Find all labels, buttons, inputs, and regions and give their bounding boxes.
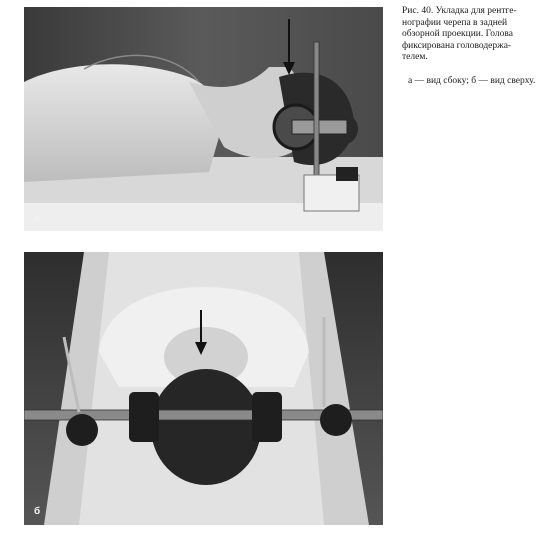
caption-line: фиксирована головодержа- — [402, 40, 512, 51]
caption-line: обзорной проекции. Голова — [402, 29, 513, 40]
caption-line: нографии черепа в задней — [402, 17, 508, 28]
figure-legend: а — вид сбоку; б — вид сверху. — [408, 76, 536, 86]
photo-top-view — [24, 252, 383, 525]
figure-caption — [402, 6, 542, 64]
caption-line: Рис. 40. Укладка для рентге- — [402, 6, 517, 16]
panel-label-a: а — [34, 213, 40, 224]
caption-line: телем. — [402, 52, 428, 63]
panel-label-b: б — [34, 506, 41, 517]
photo-side-view — [24, 7, 383, 231]
